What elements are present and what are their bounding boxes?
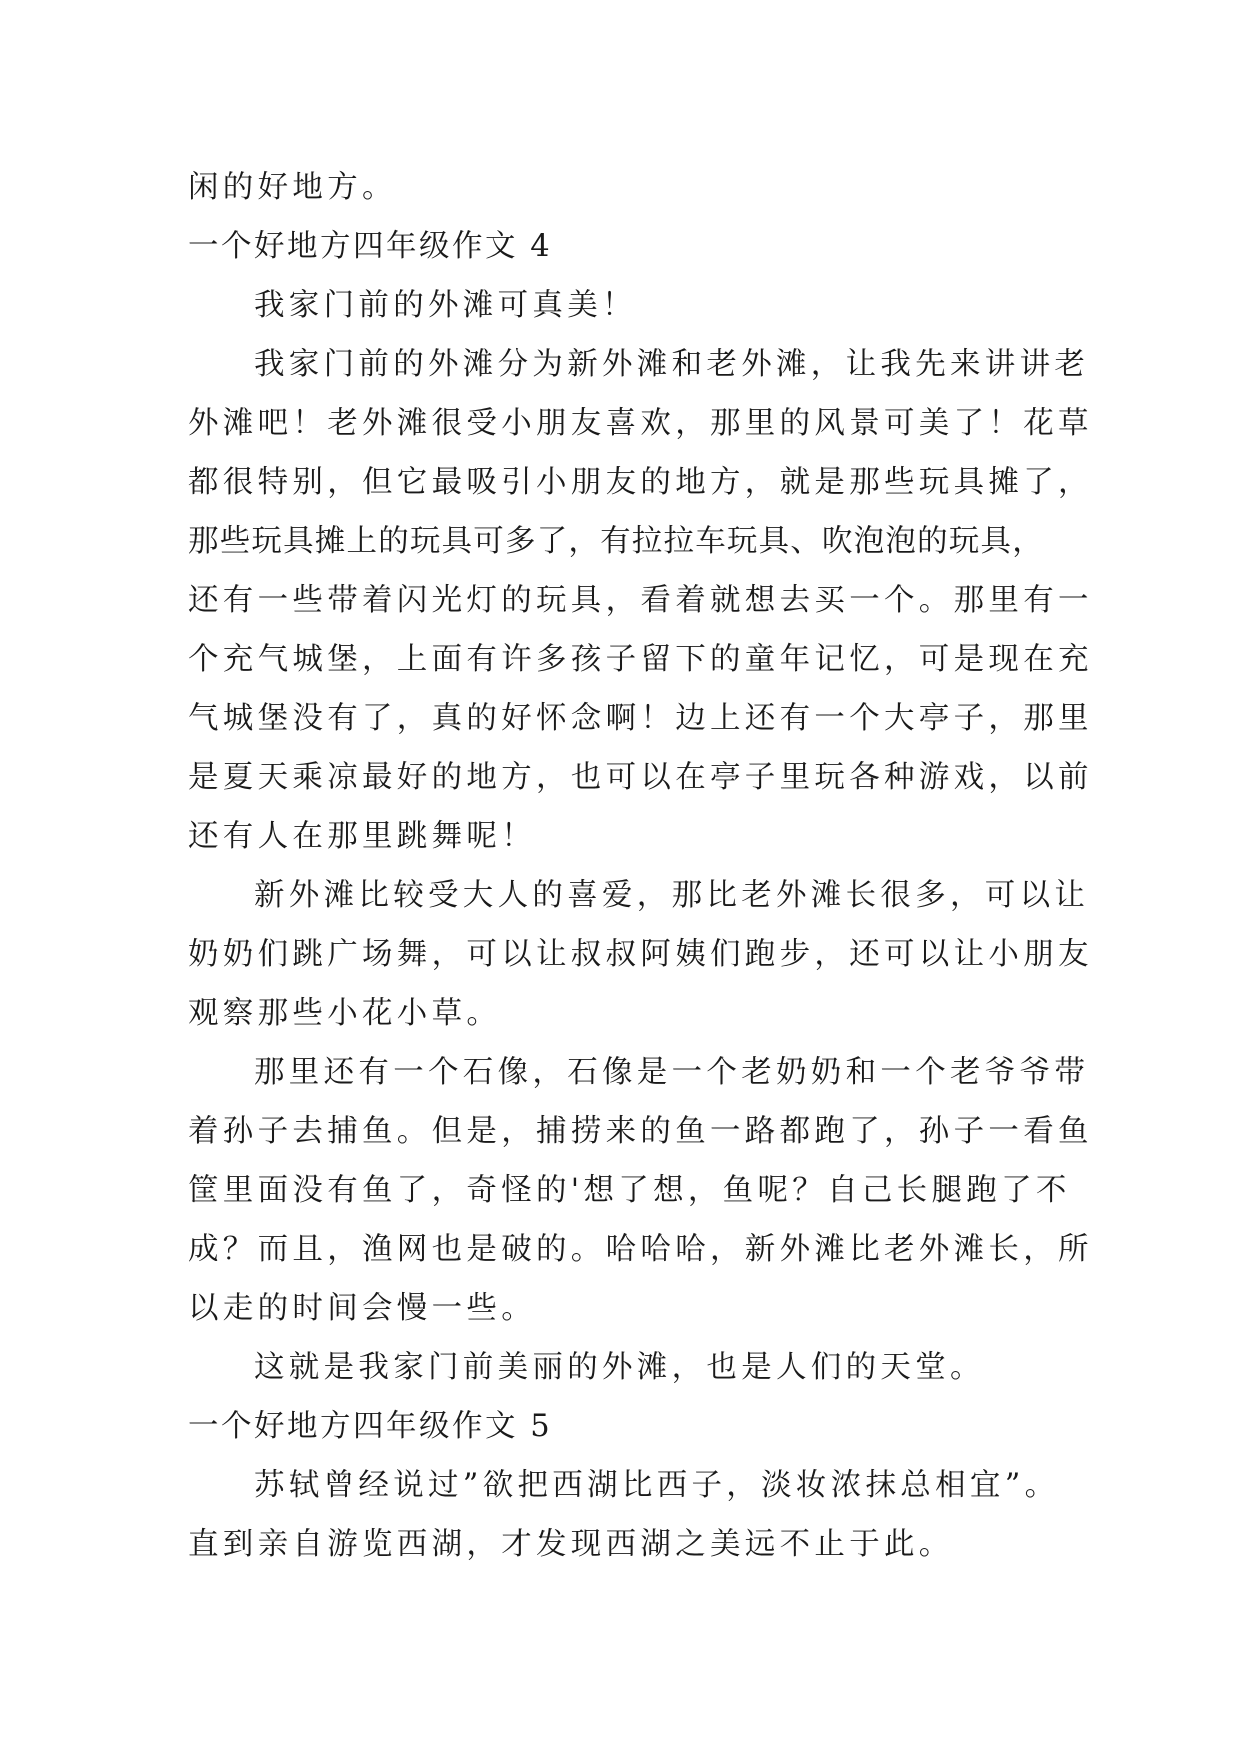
text-line: 闲的好地方。 (188, 170, 397, 205)
text-line: 直到亲自游览西湖，才发现西湖之美远不止于此。 (188, 1527, 954, 1562)
text-line: 那些玩具摊上的玩具可多了，有拉拉车玩具、吹泡泡的玩具， (188, 524, 1044, 559)
text-line: 我家门前的外滩可真美！ (254, 288, 637, 323)
text-line: 个充气城堡，上面有许多孩子留下的童年记忆，可是现在充 (188, 642, 1093, 677)
text-line: 外滩吧！老外滩很受小朋友喜欢，那里的风景可美了！花草 (188, 406, 1093, 441)
section-heading: 一个好地方四年级作文 4 (188, 229, 553, 264)
document-body (188, 158, 1093, 1574)
text-line: 都很特别，但它最吸引小朋友的地方，就是那些玩具摊了， (188, 465, 1093, 500)
text-line: 还有人在那里跳舞呢！ (188, 819, 536, 854)
text-line: 观察那些小花小草。 (188, 996, 502, 1031)
text-line: 我家门前的外滩分为新外滩和老外滩，让我先来讲讲老 (254, 347, 1090, 382)
text-line: 这就是我家门前美丽的外滩，也是人们的天堂。 (254, 1350, 985, 1385)
text-line: 那里还有一个石像，石像是一个老奶奶和一个老爷爷带 (254, 1055, 1090, 1090)
text-line: 以走的时间会慢一些。 (188, 1291, 536, 1326)
text-line: 奶奶们跳广场舞，可以让叔叔阿姨们跑步，还可以让小朋友 (188, 937, 1093, 972)
text-line: 是夏天乘凉最好的地方，也可以在亭子里玩各种游戏，以前 (188, 760, 1093, 795)
text-line: 筐里面没有鱼了，奇怪的'想了想，鱼呢？自己长腿跑了不 (188, 1173, 1071, 1208)
text-line: 苏轼曾经说过”欲把西湖比西子，淡妆浓抹总相宜”。 (254, 1468, 1060, 1503)
text-line: 气城堡没有了，真的好怀念啊！边上还有一个大亭子，那里 (188, 701, 1093, 736)
text-line: 新外滩比较受大人的喜爱，那比老外滩长很多，可以让 (254, 878, 1090, 913)
section-heading: 一个好地方四年级作文 5 (188, 1409, 553, 1444)
text-line: 着孙子去捕鱼。但是，捕捞来的鱼一路都跑了，孙子一看鱼 (188, 1114, 1093, 1149)
text-line: 成？而且，渔网也是破的。哈哈哈，新外滩比老外滩长，所 (188, 1232, 1093, 1267)
text-line: 还有一些带着闪光灯的玩具，看着就想去买一个。那里有一 (188, 583, 1093, 618)
